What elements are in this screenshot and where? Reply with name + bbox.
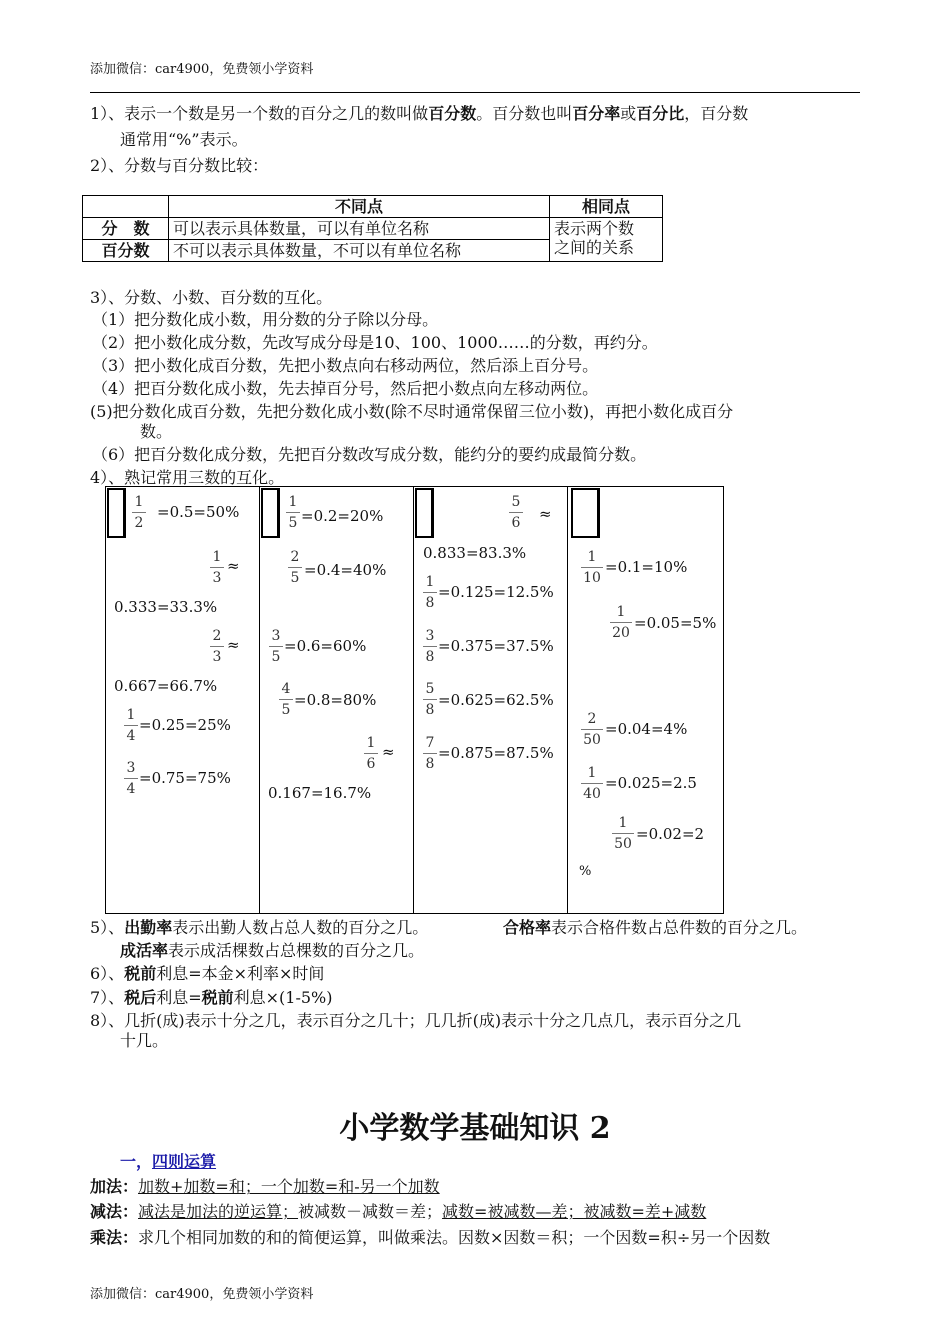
term-pass-rate: 合格率 (503, 918, 552, 937)
numerator: 2 (290, 549, 300, 565)
term-percent: 百分数 (428, 104, 477, 123)
conv-eq-1-20: =0.05=5% (634, 614, 717, 632)
numerator: 3 (271, 628, 281, 644)
conv-eq-4-5: =0.8=80% (294, 691, 377, 709)
sec7-line (90, 988, 333, 1008)
fraction-bar (610, 622, 632, 623)
term-pretax-2: 税前 (201, 988, 234, 1007)
term-attendance-rate: 出勤率 (124, 918, 173, 937)
para-1 (90, 104, 748, 124)
denominator: 6 (511, 515, 521, 531)
fraction-bar (423, 592, 437, 593)
conv-eq-1-8: =0.125=12.5% (438, 583, 554, 601)
fraction-bar (210, 567, 224, 568)
row-text-percent: 不可以表示具体数量，不可以有单位名称 (169, 240, 550, 262)
denominator: 8 (425, 595, 435, 611)
sec3-item-5b: 数。 (140, 422, 173, 441)
fraction-bar (269, 646, 283, 647)
denominator: 5 (288, 515, 298, 531)
p1-text-d: 或 (620, 104, 637, 123)
op-mul-label: 乘法： (90, 1228, 139, 1247)
sec5-text-1: 表示出勤人数占总人数的百分之几。 (172, 918, 429, 937)
conv-eq-5-6: ≈ (539, 505, 552, 523)
frac-3-5 (269, 628, 283, 665)
fraction-bar (581, 729, 603, 730)
fraction-bar (423, 753, 437, 754)
frac-1-5 (286, 494, 300, 531)
row-label-percent: 百分数 (83, 240, 169, 262)
numerator: 1 (366, 735, 376, 751)
numerator: 7 (425, 735, 435, 751)
denominator: 8 (425, 756, 435, 772)
op-add-text: 加数+加数=和；一个加数=和-另一个加数 (138, 1177, 440, 1196)
sec3-item-2: （2）把小数化成分数，先改写成分母是10、100、1000……的分数，再约分。 (92, 333, 658, 352)
numerator: 4 (281, 681, 291, 697)
sec5-line1b (503, 918, 807, 938)
page-title: 小学数学基础知识 2 (339, 1111, 611, 1146)
numerator: 1 (587, 765, 597, 781)
conv-eq-1-50: =0.02=2 (636, 825, 705, 843)
sec6-text: 利息=本金×利率×时间 (156, 964, 325, 983)
numerator: 3 (126, 760, 136, 776)
fraction-bar (364, 753, 378, 754)
numerator: 1 (616, 604, 626, 620)
conv-eq-3-8: =0.375=37.5% (438, 637, 554, 655)
op-sub-text-1: 减法是加法的逆运算； (138, 1202, 299, 1221)
frac-2-5 (288, 549, 302, 586)
op-sub (90, 1202, 706, 1222)
row-text-fraction: 可以表示具体数量，可以有单位名称 (169, 218, 550, 240)
sec5-line2 (120, 941, 424, 961)
op-mul-text: 求几个相同加数的和的简便运算，叫做乘法。因数×因数＝积；一个因数=积÷另一个因数 (138, 1228, 771, 1247)
fraction-bar (423, 699, 437, 700)
frac-1-40 (581, 765, 603, 802)
numerator: 5 (425, 681, 435, 697)
conv-eq-2-5: =0.4=40% (304, 561, 387, 579)
footer-text: 添加微信：car4900，免费领小学资料 (90, 1287, 314, 1302)
frac-1-6 (364, 735, 378, 772)
column-bracket-3 (415, 488, 434, 538)
frac-3-8 (423, 628, 437, 665)
sec5-text-2: 表示合格件数占总件数的百分之几。 (551, 918, 808, 937)
frac-5-8 (423, 681, 437, 718)
fraction-bar (279, 699, 293, 700)
sec7-text-2: 利息×(1-5%) (233, 988, 333, 1007)
frac-2-3 (210, 628, 224, 665)
header-text: 添加微信：car4900，免费领小学资料 (90, 62, 314, 77)
conv-val-1-6: 0.167=16.7% (268, 784, 372, 802)
fraction-bar (132, 512, 146, 513)
row-label-fraction: 分 数 (83, 218, 169, 240)
denominator: 3 (212, 649, 222, 665)
conv-eq-5-8: =0.625=62.5% (438, 691, 554, 709)
fraction-bar (581, 567, 603, 568)
frac-1-8 (423, 574, 437, 611)
table-header-same: 相同点 (550, 196, 663, 218)
conv-eq-7-8: =0.875=87.5% (438, 744, 554, 762)
frac-1-2 (132, 494, 146, 531)
sec8-line1: 8）、几折(成)表示十分之几，表示百分之几十；几几折(成)表示十分之几点几，表示百分之几 (90, 1011, 742, 1030)
numerator: 1 (587, 549, 597, 565)
fraction-bar (581, 783, 603, 784)
grid-divider-1 (259, 486, 260, 913)
term-percent-rate: 百分率 (572, 104, 621, 123)
numerator: 1 (134, 494, 144, 510)
frac-5-6 (509, 494, 523, 531)
denominator: 5 (290, 570, 300, 586)
op-sub-label: 减法： (90, 1202, 139, 1221)
fraction-bar (286, 512, 300, 513)
sec8-line2: 十几。 (120, 1031, 169, 1050)
numerator: 5 (511, 494, 521, 510)
numerator: 2 (587, 711, 597, 727)
sec3-item-1: （1）把分数化成小数，用分数的分子除以分母。 (92, 310, 439, 329)
frac-4-5 (279, 681, 293, 718)
conv-eq-1-6: ≈ (382, 743, 395, 761)
denominator: 5 (271, 649, 281, 665)
denominator: 6 (366, 756, 376, 772)
conv-eq-3-5: =0.6=60% (284, 637, 367, 655)
column-bracket-1 (107, 488, 126, 538)
denominator: 40 (583, 786, 601, 802)
denominator: 3 (212, 570, 222, 586)
table-same-cell (550, 218, 663, 262)
same-text-2: 之间的关系 (554, 238, 635, 257)
op-sub-text-3: 减数=被减数—差； (442, 1202, 584, 1221)
op-sub-text-4: 被减数=差+减数 (583, 1202, 707, 1221)
conv-val-1-50: % (579, 864, 592, 879)
sec6-line (90, 964, 324, 984)
grid-divider-2 (413, 486, 414, 913)
fraction-bar (288, 567, 302, 568)
para-2: 2）、分数与百分数比较： (90, 156, 269, 175)
frac-7-8 (423, 735, 437, 772)
denominator: 8 (425, 702, 435, 718)
sec4-title: 4）、熟记常用三数的互化。 (90, 468, 285, 487)
sec5-line1 (90, 918, 428, 938)
numerator: 1 (212, 549, 222, 565)
fraction-bar (423, 646, 437, 647)
para-1-line2: 通常用“%”表示。 (120, 130, 248, 149)
sec3-item-5a: (5)把分数化成百分数，先把分数化成小数(除不尽时通常保留三位小数)，再把小数化成百分 (90, 402, 734, 421)
sec6-prefix: 6）、 (90, 964, 125, 983)
fraction-bar (210, 646, 224, 647)
conv-val-2-3: 0.667=66.7% (114, 677, 218, 695)
frac-3-4 (124, 760, 138, 797)
comparison-table (82, 195, 663, 262)
denominator: 10 (583, 570, 601, 586)
conv-val-1-3: 0.333=33.3% (114, 598, 218, 616)
sec3-item-6: （6）把百分数化成分数，先把百分数改写成分数，能约分的要约成最简分数。 (92, 445, 647, 464)
op-add (90, 1177, 440, 1197)
numerator: 1 (618, 815, 628, 831)
fraction-bar (509, 512, 523, 513)
table-header-diff: 不同点 (169, 196, 550, 218)
fraction-bar (612, 833, 634, 834)
conv-eq-1-3: ≈ (227, 557, 240, 575)
sec3-item-3: （3）把小数化成百分数，先把小数点向右移动两位，然后添上百分号。 (92, 356, 599, 375)
grid-divider-3 (567, 486, 568, 913)
frac-1-3 (210, 549, 224, 586)
denominator: 20 (612, 625, 630, 641)
conv-eq-1-40: =0.025=2.5 (605, 774, 697, 792)
conv-eq-2-50: =0.04=4% (605, 720, 688, 738)
p1-text-c: 。百分数也叫 (476, 104, 573, 123)
frac-1-10 (581, 549, 603, 586)
fraction-bar (124, 778, 138, 779)
frac-1-20 (610, 604, 632, 641)
op-add-label: 加法： (90, 1177, 139, 1196)
fraction-bar (124, 725, 138, 726)
sec5-text-3: 表示成活棵数占总棵数的百分之几。 (168, 941, 425, 960)
section-link-arithmetic[interactable]: 四则运算 (152, 1152, 217, 1171)
denominator: 2 (134, 515, 144, 531)
numerator: 3 (425, 628, 435, 644)
conv-eq-1-5: =0.2=20% (301, 507, 384, 525)
numerator: 1 (425, 574, 435, 590)
denominator: 8 (425, 649, 435, 665)
same-text-1: 表示两个数 (554, 219, 635, 238)
conv-eq-2-3: ≈ (227, 636, 240, 654)
conv-val-5-6: 0.833=83.3% (423, 544, 527, 562)
conv-eq-1-4: =0.25=25% (139, 716, 231, 734)
op-sub-text-2: 被减数－减数＝差； (298, 1202, 443, 1221)
header-rule (90, 92, 860, 93)
term-survival-rate: 成活率 (120, 941, 169, 960)
table-corner (83, 196, 169, 218)
conv-eq-1-2: =0.5=50% (157, 503, 240, 521)
p1-text-e: ，百分数 (684, 104, 749, 123)
numerator: 1 (126, 707, 136, 723)
op-mul (90, 1228, 770, 1248)
column-bracket-2 (261, 488, 280, 538)
frac-1-4 (124, 707, 138, 744)
term-aftertax: 税后 (124, 988, 157, 1007)
sec3-title: 3）、分数、小数、百分数的互化。 (90, 288, 333, 307)
numerator: 2 (212, 628, 222, 644)
section-number: 一， (120, 1152, 153, 1171)
frac-2-50 (581, 711, 603, 748)
column-bracket-4 (571, 488, 600, 538)
denominator: 4 (126, 781, 136, 797)
denominator: 4 (126, 728, 136, 744)
conv-eq-3-4: =0.75=75% (139, 769, 231, 787)
term-percent-ratio: 百分比 (636, 104, 685, 123)
sec7-prefix: 7）、 (90, 988, 125, 1007)
frac-1-50 (612, 815, 634, 852)
conv-eq-1-10: =0.1=10% (605, 558, 688, 576)
denominator: 50 (583, 732, 601, 748)
sec7-text-1: 利息= (156, 988, 202, 1007)
denominator: 5 (281, 702, 291, 718)
sec5-prefix: 5）、 (90, 918, 125, 937)
term-pretax: 税前 (124, 964, 157, 983)
sec3-item-4: （4）把百分数化成小数，先去掉百分号，然后把小数点向左移动两位。 (92, 379, 599, 398)
denominator: 50 (614, 836, 632, 852)
p1-text-a: 1）、表示一个数是另一个数的百分之几的数叫做 (90, 104, 429, 123)
section-heading (120, 1152, 216, 1172)
numerator: 1 (288, 494, 298, 510)
